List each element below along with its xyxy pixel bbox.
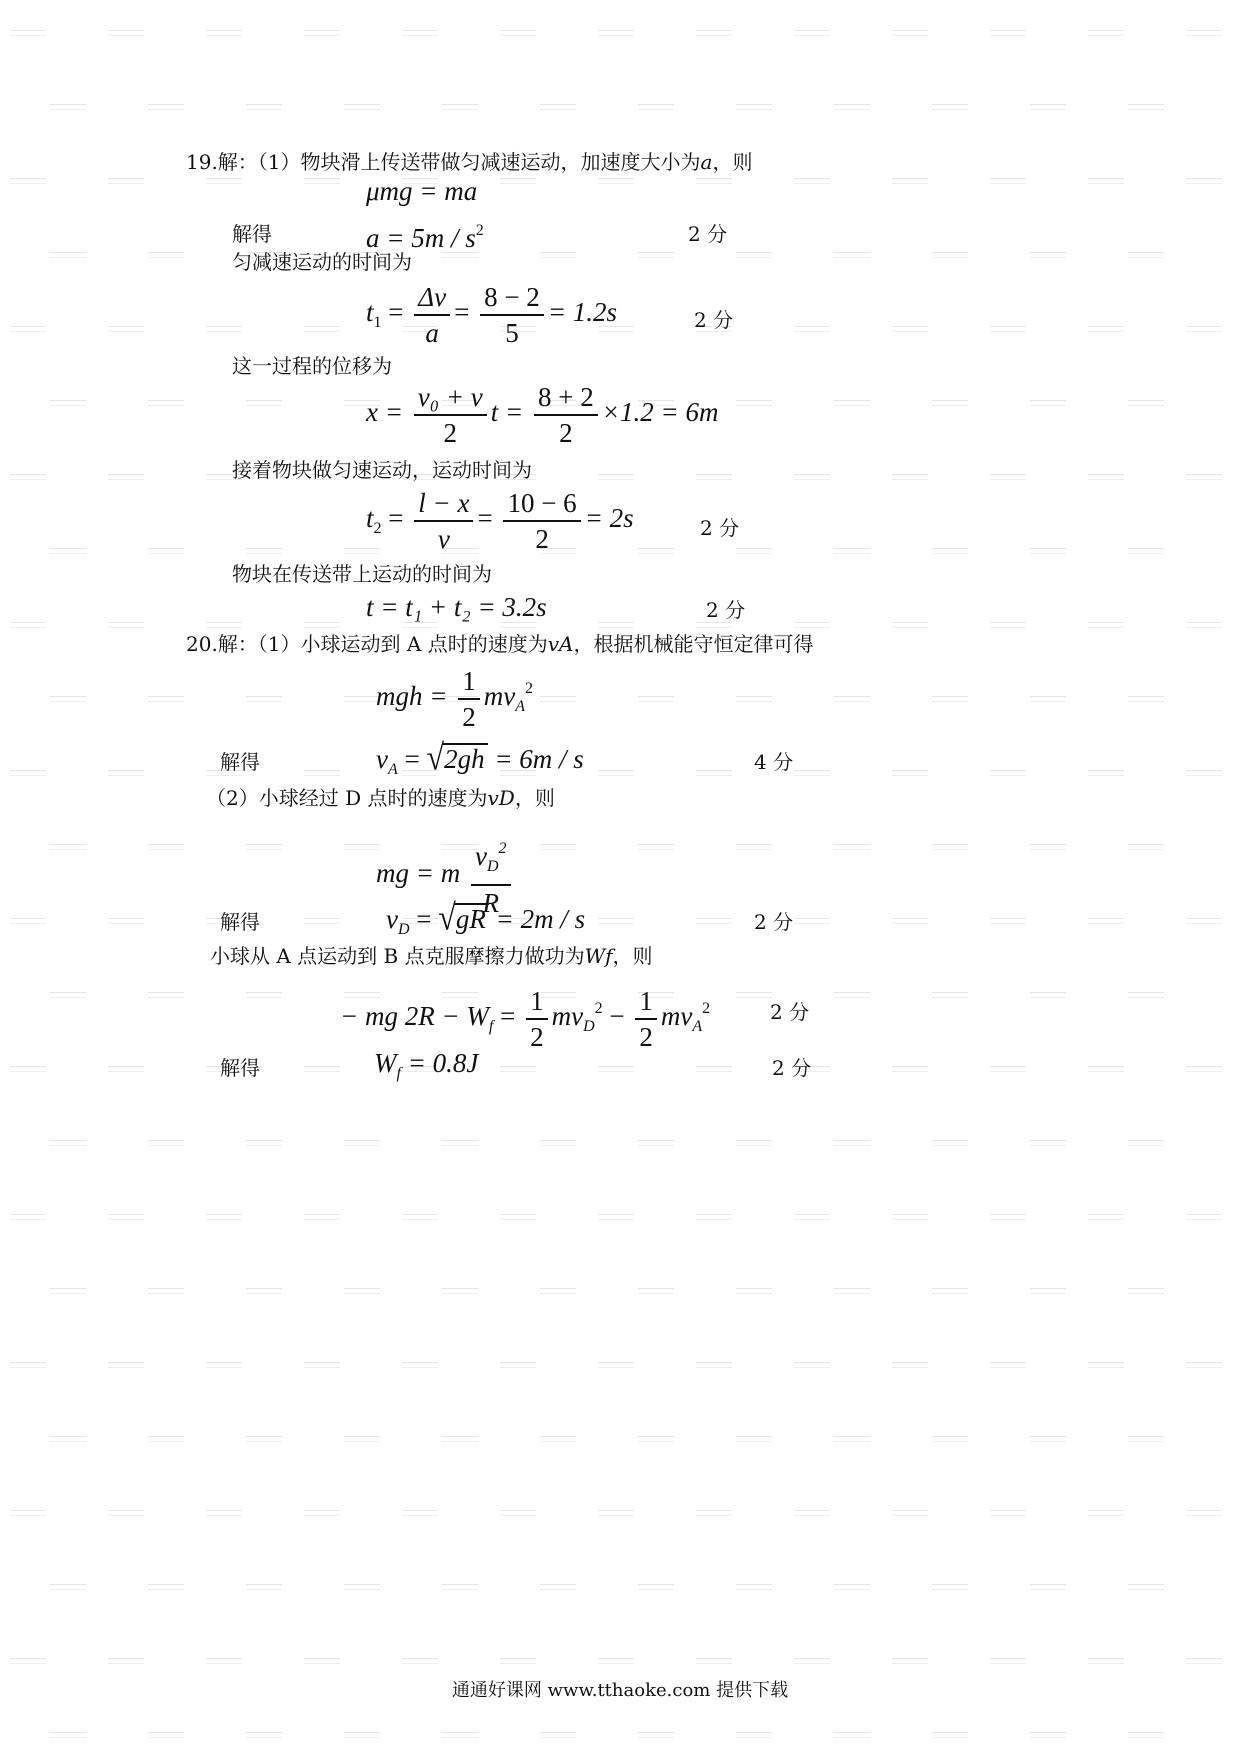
watermark-mark bbox=[108, 1362, 144, 1368]
watermark-mark bbox=[638, 844, 674, 850]
watermark-mark bbox=[402, 1658, 438, 1664]
watermark-mark bbox=[1186, 1362, 1222, 1368]
watermark-mark bbox=[598, 1658, 634, 1664]
watermark-mark bbox=[1088, 1066, 1124, 1072]
watermark-mark bbox=[108, 1510, 144, 1516]
watermark-mark bbox=[598, 1066, 634, 1072]
watermark-mark bbox=[990, 326, 1026, 332]
watermark-mark bbox=[10, 1658, 46, 1664]
watermark-mark bbox=[892, 1066, 928, 1072]
watermark-mark bbox=[246, 1732, 282, 1738]
solve-label: 解得 bbox=[232, 222, 272, 246]
watermark-mark bbox=[304, 1510, 340, 1516]
watermark-mark bbox=[598, 474, 634, 480]
watermark-mark bbox=[1088, 30, 1124, 36]
watermark-mark bbox=[304, 1658, 340, 1664]
watermark-mark bbox=[892, 326, 928, 332]
watermark-mark bbox=[50, 992, 86, 998]
watermark-mark bbox=[148, 400, 184, 406]
watermark-mark bbox=[794, 1214, 830, 1220]
watermark-mark bbox=[736, 252, 772, 258]
watermark-mark bbox=[892, 1214, 928, 1220]
watermark-mark bbox=[1088, 474, 1124, 480]
watermark-mark bbox=[696, 1214, 732, 1220]
solve-label: 解得 bbox=[220, 910, 260, 934]
watermark-mark bbox=[344, 1732, 380, 1738]
watermark-mark bbox=[1030, 992, 1066, 998]
watermark-mark bbox=[794, 1658, 830, 1664]
watermark-mark bbox=[108, 622, 144, 628]
watermark-mark bbox=[990, 622, 1026, 628]
watermark-mark bbox=[10, 178, 46, 184]
watermark-mark bbox=[696, 918, 732, 924]
watermark-mark bbox=[794, 474, 830, 480]
watermark-mark bbox=[638, 1584, 674, 1590]
watermark-mark bbox=[1030, 1732, 1066, 1738]
watermark-mark bbox=[932, 696, 968, 702]
watermark-mark bbox=[598, 622, 634, 628]
score: 2 分 bbox=[688, 222, 728, 246]
watermark-mark bbox=[736, 696, 772, 702]
watermark-mark bbox=[1128, 1732, 1164, 1738]
watermark-mark bbox=[598, 178, 634, 184]
watermark-mark bbox=[500, 1658, 536, 1664]
watermark-mark bbox=[1088, 1362, 1124, 1368]
watermark-mark bbox=[344, 696, 380, 702]
watermark-mark bbox=[1088, 918, 1124, 924]
watermark-mark bbox=[1088, 1658, 1124, 1664]
watermark-mark bbox=[638, 252, 674, 258]
watermark-mark bbox=[932, 1584, 968, 1590]
watermark-mark bbox=[108, 178, 144, 184]
t2-label: 接着物块做匀速运动，运动时间为 bbox=[232, 458, 532, 482]
watermark-mark bbox=[246, 1288, 282, 1294]
watermark-mark bbox=[794, 622, 830, 628]
watermark-mark bbox=[990, 1066, 1026, 1072]
watermark-mark bbox=[990, 178, 1026, 184]
watermark-mark bbox=[834, 1732, 870, 1738]
watermark-mark bbox=[304, 326, 340, 332]
watermark-mark bbox=[442, 1288, 478, 1294]
score: 2 分 bbox=[700, 516, 740, 540]
score: 2 分 bbox=[772, 1056, 812, 1080]
watermark-mark bbox=[402, 622, 438, 628]
watermark-mark bbox=[1088, 1214, 1124, 1220]
watermark-mark bbox=[246, 696, 282, 702]
watermark-mark bbox=[1186, 918, 1222, 924]
watermark-mark bbox=[932, 992, 968, 998]
watermark-mark bbox=[246, 1584, 282, 1590]
watermark-mark bbox=[304, 918, 340, 924]
watermark-mark bbox=[246, 1436, 282, 1442]
watermark-mark bbox=[246, 400, 282, 406]
eq-work-energy: − mg $2R - W_f$ = $\frac{1}{2}$ $mv_D^2$ − $\frac{1}{2}$ $mv_A^2$ bbox=[340, 986, 711, 1052]
watermark-mark bbox=[148, 1140, 184, 1146]
watermark-mark bbox=[540, 252, 576, 258]
watermark-mark bbox=[206, 326, 242, 332]
watermark-mark bbox=[246, 992, 282, 998]
watermark-mark bbox=[1030, 548, 1066, 554]
watermark-mark bbox=[736, 1732, 772, 1738]
watermark-mark bbox=[344, 1140, 380, 1146]
watermark-mark bbox=[1186, 1510, 1222, 1516]
watermark-mark bbox=[10, 1362, 46, 1368]
watermark-mark bbox=[206, 1214, 242, 1220]
watermark-mark bbox=[500, 1362, 536, 1368]
score: 2 分 bbox=[770, 1000, 810, 1024]
eq-friction: μmg = ma bbox=[366, 176, 478, 206]
watermark-mark bbox=[402, 1510, 438, 1516]
score: 2 分 bbox=[706, 598, 746, 622]
watermark-mark bbox=[598, 1510, 634, 1516]
watermark-mark bbox=[246, 548, 282, 554]
watermark-mark bbox=[834, 400, 870, 406]
watermark-mark bbox=[794, 1510, 830, 1516]
watermark-mark bbox=[638, 548, 674, 554]
eq-total-time: t = t₁ + t₂ = 3.2s bbox=[366, 592, 547, 622]
watermark-mark bbox=[1088, 1510, 1124, 1516]
watermark-mark bbox=[442, 1140, 478, 1146]
watermark-mark bbox=[834, 1140, 870, 1146]
total-time-label: 物块在传送带上运动的时间为 bbox=[232, 562, 492, 586]
watermark-mark bbox=[834, 548, 870, 554]
watermark-mark bbox=[246, 1140, 282, 1146]
watermark-mark bbox=[892, 1362, 928, 1368]
watermark-mark bbox=[246, 104, 282, 110]
watermark-mark bbox=[932, 1140, 968, 1146]
watermark-mark bbox=[1128, 1584, 1164, 1590]
watermark-mark bbox=[892, 622, 928, 628]
watermark-mark bbox=[794, 30, 830, 36]
watermark-mark bbox=[442, 104, 478, 110]
watermark-mark bbox=[50, 548, 86, 554]
watermark-mark bbox=[50, 1732, 86, 1738]
watermark-mark bbox=[1186, 1214, 1222, 1220]
watermark-mark bbox=[108, 1214, 144, 1220]
watermark-mark bbox=[344, 1436, 380, 1442]
watermark-mark bbox=[10, 1510, 46, 1516]
watermark-mark bbox=[1030, 252, 1066, 258]
watermark-mark bbox=[108, 770, 144, 776]
watermark-mark bbox=[148, 992, 184, 998]
watermark-mark bbox=[892, 770, 928, 776]
watermark-mark bbox=[794, 178, 830, 184]
watermark-mark bbox=[304, 622, 340, 628]
watermark-mark bbox=[344, 1288, 380, 1294]
work-intro: 小球从 A 点运动到 B 点克服摩擦力做功为Wf，则 bbox=[210, 944, 653, 968]
watermark-mark bbox=[990, 474, 1026, 480]
watermark-mark bbox=[10, 622, 46, 628]
watermark-mark bbox=[540, 1288, 576, 1294]
watermark-mark bbox=[794, 1362, 830, 1368]
watermark-mark bbox=[892, 474, 928, 480]
watermark-mark bbox=[148, 1732, 184, 1738]
watermark-mark bbox=[990, 1214, 1026, 1220]
watermark-mark bbox=[736, 104, 772, 110]
watermark-mark bbox=[206, 1362, 242, 1368]
watermark-mark bbox=[206, 1658, 242, 1664]
watermark-mark bbox=[638, 1732, 674, 1738]
watermark-mark bbox=[736, 1436, 772, 1442]
watermark-mark bbox=[148, 1288, 184, 1294]
watermark-mark bbox=[834, 1288, 870, 1294]
watermark-mark bbox=[500, 1066, 536, 1072]
watermark-mark bbox=[1088, 326, 1124, 332]
watermark-mark bbox=[50, 252, 86, 258]
watermark-mark bbox=[442, 1584, 478, 1590]
watermark-mark bbox=[736, 400, 772, 406]
watermark-mark bbox=[540, 104, 576, 110]
eq-wf: $W_f = 0.8J$ bbox=[374, 1048, 479, 1082]
watermark-mark bbox=[892, 1510, 928, 1516]
watermark-mark bbox=[108, 1066, 144, 1072]
watermark-mark bbox=[108, 918, 144, 924]
watermark-mark bbox=[50, 696, 86, 702]
watermark-mark bbox=[932, 1288, 968, 1294]
eq-displacement: x = $\frac{\text{v₀ + v}}{2}$ t = $\frac{8 + 2}{2}$ ×1.2 = 6m bbox=[366, 382, 719, 448]
watermark-mark bbox=[892, 30, 928, 36]
watermark-mark bbox=[696, 474, 732, 480]
watermark-mark bbox=[500, 1214, 536, 1220]
watermark-mark bbox=[108, 474, 144, 480]
watermark-mark bbox=[148, 252, 184, 258]
watermark-mark bbox=[638, 696, 674, 702]
watermark-mark bbox=[1186, 326, 1222, 332]
watermark-mark bbox=[206, 30, 242, 36]
watermark-mark bbox=[206, 178, 242, 184]
footer-source: 通通好课网 www.tthaoke.com 提供下载 bbox=[451, 1680, 789, 1701]
watermark-mark bbox=[540, 844, 576, 850]
watermark-mark bbox=[990, 918, 1026, 924]
watermark-mark bbox=[736, 1140, 772, 1146]
watermark-mark bbox=[736, 548, 772, 554]
watermark-mark bbox=[696, 1658, 732, 1664]
watermark-mark bbox=[990, 770, 1026, 776]
watermark-mark bbox=[990, 30, 1026, 36]
watermark-mark bbox=[932, 1732, 968, 1738]
watermark-mark bbox=[1088, 178, 1124, 184]
watermark-mark bbox=[794, 918, 830, 924]
watermark-mark bbox=[540, 1732, 576, 1738]
problem-20-intro: 20.解：（1）小球运动到 A 点时的速度为vA，根据机械能守恒定律可得 bbox=[186, 632, 814, 656]
watermark-mark bbox=[1088, 622, 1124, 628]
watermark-mark bbox=[1030, 1436, 1066, 1442]
watermark-mark bbox=[10, 1214, 46, 1220]
watermark-mark bbox=[1186, 178, 1222, 184]
watermark-mark bbox=[834, 696, 870, 702]
watermark-mark bbox=[1030, 1288, 1066, 1294]
watermark-mark bbox=[598, 918, 634, 924]
watermark-mark bbox=[540, 1436, 576, 1442]
eq-acceleration: $a = 5m / s^2$ bbox=[366, 222, 484, 253]
watermark-mark bbox=[638, 1288, 674, 1294]
watermark-mark bbox=[442, 1436, 478, 1442]
watermark-mark bbox=[108, 1658, 144, 1664]
watermark-mark bbox=[540, 1140, 576, 1146]
watermark-mark bbox=[304, 1214, 340, 1220]
watermark-mark bbox=[1128, 844, 1164, 850]
watermark-mark bbox=[10, 326, 46, 332]
watermark-mark bbox=[50, 1288, 86, 1294]
watermark-mark bbox=[402, 1214, 438, 1220]
eq-vd: $v_D = √gR = 2m / s$ bbox=[386, 896, 586, 938]
watermark-mark bbox=[1128, 1288, 1164, 1294]
watermark-mark bbox=[834, 844, 870, 850]
watermark-mark bbox=[1128, 104, 1164, 110]
watermark-mark bbox=[990, 1658, 1026, 1664]
watermark-mark bbox=[304, 1066, 340, 1072]
watermark-mark bbox=[1186, 1658, 1222, 1664]
eq-va: $v_A = √2gh = 6m / s$ bbox=[376, 736, 584, 778]
watermark-mark bbox=[696, 1066, 732, 1072]
watermark-mark bbox=[736, 992, 772, 998]
watermark-mark bbox=[932, 104, 968, 110]
score: 2 分 bbox=[754, 910, 794, 934]
watermark-mark bbox=[696, 1362, 732, 1368]
watermark-mark bbox=[206, 622, 242, 628]
watermark-mark bbox=[402, 30, 438, 36]
watermark-mark bbox=[540, 1584, 576, 1590]
watermark-mark bbox=[10, 1066, 46, 1072]
watermark-mark bbox=[304, 30, 340, 36]
watermark-mark bbox=[10, 918, 46, 924]
watermark-mark bbox=[598, 30, 634, 36]
watermark-mark bbox=[1186, 770, 1222, 776]
watermark-mark bbox=[1030, 696, 1066, 702]
watermark-mark bbox=[598, 1362, 634, 1368]
watermark-mark bbox=[304, 770, 340, 776]
watermark-mark bbox=[1186, 474, 1222, 480]
watermark-mark bbox=[932, 400, 968, 406]
watermark-mark bbox=[638, 104, 674, 110]
watermark-mark bbox=[50, 104, 86, 110]
t1-label: 匀减速运动的时间为 bbox=[232, 250, 412, 274]
watermark-mark bbox=[1128, 992, 1164, 998]
part-2-intro: （2）小球经过 D 点时的速度为vD，则 bbox=[206, 786, 555, 810]
eq-t1: $t_1$ = $\frac{\Delta v}{a}$ = $\frac{8 - 2}{5}$ = 1.2s bbox=[366, 282, 618, 348]
watermark-mark bbox=[1128, 252, 1164, 258]
watermark-mark bbox=[932, 1436, 968, 1442]
watermark-mark bbox=[1186, 622, 1222, 628]
watermark-mark bbox=[794, 770, 830, 776]
eq-centripetal: mg = m $\frac{v_D^2}{R}$ bbox=[376, 832, 515, 920]
watermark-mark bbox=[696, 1510, 732, 1516]
watermark-mark bbox=[246, 844, 282, 850]
watermark-mark bbox=[1088, 770, 1124, 776]
watermark-mark bbox=[10, 770, 46, 776]
watermark-mark bbox=[402, 1362, 438, 1368]
watermark-mark bbox=[1186, 1066, 1222, 1072]
watermark-mark bbox=[148, 844, 184, 850]
watermark-mark bbox=[932, 548, 968, 554]
watermark-mark bbox=[834, 252, 870, 258]
watermark-mark bbox=[540, 696, 576, 702]
watermark-mark bbox=[892, 178, 928, 184]
watermark-mark bbox=[932, 252, 968, 258]
watermark-mark bbox=[344, 104, 380, 110]
watermark-mark bbox=[696, 622, 732, 628]
solve-label: 解得 bbox=[220, 1056, 260, 1080]
watermark-mark bbox=[696, 30, 732, 36]
score: 2 分 bbox=[694, 308, 734, 332]
eq-energy: mgh = $\frac{1}{2}$ $mv_A^2$ bbox=[376, 666, 533, 732]
watermark-mark bbox=[50, 1436, 86, 1442]
watermark-mark bbox=[1128, 696, 1164, 702]
watermark-mark bbox=[10, 30, 46, 36]
watermark-mark bbox=[1030, 1584, 1066, 1590]
watermark-mark bbox=[500, 178, 536, 184]
eq-t2: $t_2$ = $\frac{l - x}{v}$ = $\frac{10 - 6}{2}$ = 2s bbox=[366, 488, 634, 554]
watermark-mark bbox=[696, 178, 732, 184]
score: 4 分 bbox=[754, 750, 794, 774]
watermark-mark bbox=[108, 30, 144, 36]
watermark-mark bbox=[1030, 1140, 1066, 1146]
watermark-mark bbox=[1030, 104, 1066, 110]
watermark-mark bbox=[50, 400, 86, 406]
watermark-mark bbox=[50, 844, 86, 850]
watermark-mark bbox=[834, 1436, 870, 1442]
watermark-mark bbox=[696, 770, 732, 776]
watermark-mark bbox=[500, 1510, 536, 1516]
watermark-mark bbox=[344, 844, 380, 850]
watermark-mark bbox=[500, 622, 536, 628]
watermark-mark bbox=[990, 1362, 1026, 1368]
watermark-mark bbox=[638, 1140, 674, 1146]
watermark-mark bbox=[834, 104, 870, 110]
watermark-mark bbox=[1030, 844, 1066, 850]
watermark-mark bbox=[892, 1658, 928, 1664]
watermark-mark bbox=[794, 326, 830, 332]
watermark-mark bbox=[1128, 400, 1164, 406]
watermark-mark bbox=[50, 1140, 86, 1146]
watermark-mark bbox=[1128, 1436, 1164, 1442]
x-label: 这一过程的位移为 bbox=[232, 354, 392, 378]
watermark-mark bbox=[834, 992, 870, 998]
watermark-mark bbox=[892, 918, 928, 924]
watermark-mark bbox=[1030, 400, 1066, 406]
watermark-mark bbox=[148, 1436, 184, 1442]
watermark-mark bbox=[148, 1584, 184, 1590]
watermark-mark bbox=[500, 30, 536, 36]
watermark-mark bbox=[442, 1732, 478, 1738]
watermark-mark bbox=[1128, 1140, 1164, 1146]
watermark-mark bbox=[834, 1584, 870, 1590]
watermark-mark bbox=[50, 1584, 86, 1590]
problem-19-intro: 19.解：（1）物块滑上传送带做匀减速运动，加速度大小为a，则 bbox=[186, 150, 753, 174]
watermark-mark bbox=[736, 844, 772, 850]
watermark-mark bbox=[598, 770, 634, 776]
watermark-mark bbox=[108, 326, 144, 332]
watermark-mark bbox=[148, 548, 184, 554]
watermark-mark bbox=[736, 1584, 772, 1590]
watermark-mark bbox=[148, 104, 184, 110]
watermark-mark bbox=[148, 696, 184, 702]
watermark-mark bbox=[304, 178, 340, 184]
watermark-mark bbox=[344, 1584, 380, 1590]
watermark-mark bbox=[304, 1362, 340, 1368]
watermark-mark bbox=[1186, 30, 1222, 36]
watermark-mark bbox=[932, 844, 968, 850]
solve-label: 解得 bbox=[220, 750, 260, 774]
watermark-mark bbox=[736, 1288, 772, 1294]
watermark-mark bbox=[206, 1510, 242, 1516]
watermark-mark bbox=[638, 1436, 674, 1442]
watermark-mark bbox=[990, 1510, 1026, 1516]
watermark-mark bbox=[10, 474, 46, 480]
watermark-mark bbox=[598, 1214, 634, 1220]
watermark-mark bbox=[1128, 548, 1164, 554]
